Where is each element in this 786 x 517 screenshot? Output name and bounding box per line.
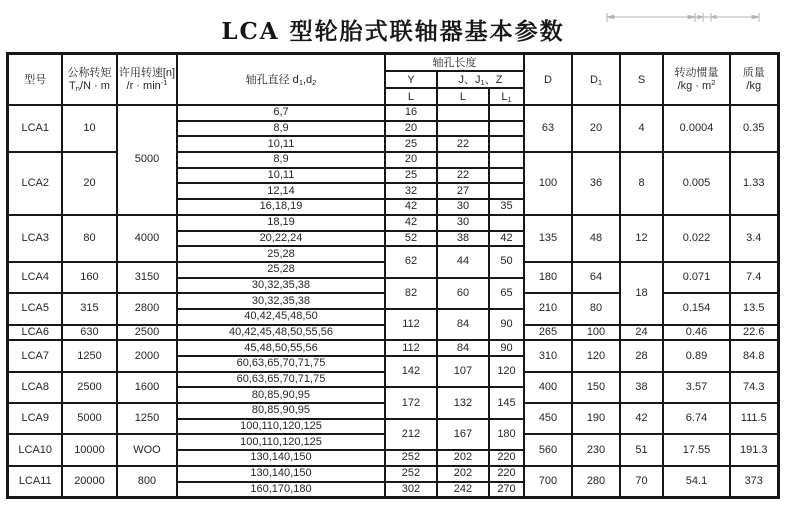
col-header-l-y: L	[385, 88, 437, 105]
table-cell: 310	[524, 340, 572, 371]
table-cell: LCA6	[8, 325, 62, 341]
table-cell: 25	[385, 168, 437, 184]
parameters-table	[6, 52, 779, 499]
table-cell: 38	[620, 372, 663, 403]
table-cell: 74.3	[730, 372, 778, 403]
table-cell: 0.0004	[663, 105, 730, 152]
table-cell: 1600	[117, 372, 177, 403]
table-cell: 40,42,45,48,50	[177, 309, 385, 325]
table-cell: 84	[437, 340, 489, 356]
table-cell: 24	[620, 325, 663, 341]
table-cell: 60,63,65,70,71,75	[177, 372, 385, 388]
table-cell: 180	[489, 419, 524, 450]
table-cell	[437, 105, 489, 121]
table-cell: 64	[572, 262, 620, 293]
inertia-label-line2: $/kg \cdot m^2$	[677, 77, 716, 92]
torque-label-line2: $T_n/N \cdot m$	[69, 79, 110, 93]
table-cell: 180	[524, 262, 572, 293]
table-cell: 20	[62, 152, 117, 215]
table-cell: 212	[385, 419, 437, 450]
table-cell: 10000	[62, 434, 117, 465]
table-cell: 18	[620, 262, 663, 325]
table-cell: 100,110,120,125	[177, 434, 385, 450]
table-cell: 190	[572, 403, 620, 434]
table-cell: 10,11	[177, 168, 385, 184]
table-cell: 70	[620, 466, 663, 498]
table-cell: 84.8	[730, 340, 778, 371]
table-cell: 48	[572, 215, 620, 262]
table-cell: 100	[524, 152, 572, 215]
table-cell: 191.3	[730, 434, 778, 465]
col-header-l1: $L_1$	[489, 88, 524, 105]
mass-label-line1: 质量	[742, 66, 765, 79]
table-cell: 0.022	[663, 215, 730, 262]
col-header-diameter: 轴孔直径 $d_1,d_2$	[177, 54, 385, 106]
table-cell: 60,63,65,70,71,75	[177, 356, 385, 372]
table-cell: 302	[385, 482, 437, 498]
col-header-s: S	[620, 54, 663, 106]
table-cell: 172	[385, 387, 437, 418]
table-cell: 36	[572, 152, 620, 215]
table-cell: 160,170,180	[177, 482, 385, 498]
table-cell: 28	[620, 340, 663, 371]
table-cell: 3150	[117, 262, 177, 293]
table-cell: 120	[572, 340, 620, 371]
table-cell: 80,85,90,95	[177, 387, 385, 403]
table-cell: 220	[489, 466, 524, 482]
col-header-d1: $D_1$	[572, 54, 620, 106]
table-cell: LCA10	[8, 434, 62, 465]
table-cell: 82	[385, 278, 437, 309]
table-cell	[489, 215, 524, 231]
table-cell: 45,48,50,55,56	[177, 340, 385, 356]
table-cell: 51	[620, 434, 663, 465]
table-cell: 1.33	[730, 152, 778, 215]
table-cell	[489, 183, 524, 199]
speed-label-line2: $/r \cdot \min^{-1}$	[126, 77, 168, 92]
table-cell	[489, 105, 524, 121]
table-cell: 6,7	[177, 105, 385, 121]
table-cell: 20,22,24	[177, 231, 385, 247]
col-header-hole-length-group: 轴孔长度	[385, 54, 524, 72]
table-cell: 450	[524, 403, 572, 434]
table-cell: 40,42,45,48,50,55,56	[177, 325, 385, 341]
col-header-mass	[730, 54, 778, 106]
table-cell	[437, 152, 489, 168]
table-body	[8, 105, 778, 498]
inertia-label-line1: 转动惯量	[674, 66, 719, 79]
table-cell: 100	[572, 325, 620, 341]
table-cell: 22	[437, 168, 489, 184]
table-cell: 32	[385, 183, 437, 199]
table-cell: 0.071	[663, 262, 730, 293]
col-header-model	[8, 54, 62, 106]
table-cell: 52	[385, 231, 437, 247]
table-cell: 8	[620, 152, 663, 215]
table-cell: 90	[489, 340, 524, 356]
table-cell: 252	[385, 466, 437, 482]
table-cell: LCA7	[8, 340, 62, 371]
table-cell: 160	[62, 262, 117, 293]
table-cell	[489, 152, 524, 168]
table-cell: 62	[385, 246, 437, 277]
col-header-speed	[117, 54, 177, 106]
table-cell: 7.4	[730, 262, 778, 293]
table-cell: 315	[62, 293, 117, 324]
table-cell: 22	[437, 136, 489, 152]
table-cell: 700	[524, 466, 572, 498]
table-cell: 27	[437, 183, 489, 199]
table-cell: 5000	[117, 105, 177, 215]
table-cell: 44	[437, 246, 489, 277]
table-cell: 112	[385, 340, 437, 356]
table-cell: 25,28	[177, 262, 385, 278]
table-cell: 42	[620, 403, 663, 434]
table-cell: 42	[489, 231, 524, 247]
table-cell: WOO	[117, 434, 177, 465]
table-cell: 107	[437, 356, 489, 387]
table-cell: 2800	[117, 293, 177, 324]
table-row	[8, 105, 778, 121]
col-header-torque	[62, 54, 117, 106]
table-cell: 38	[437, 231, 489, 247]
table-cell: 10,11	[177, 136, 385, 152]
table-cell: 167	[437, 419, 489, 450]
table-cell: 270	[489, 482, 524, 498]
table-cell: 50	[489, 246, 524, 277]
table-cell: 210	[524, 293, 572, 324]
table-cell	[489, 136, 524, 152]
table-cell: 5000	[62, 403, 117, 434]
speed-label-line1: 许用转速[n]	[118, 66, 176, 79]
header-row-1	[8, 54, 778, 72]
table-cell: 142	[385, 356, 437, 387]
table-cell: 30	[437, 215, 489, 231]
table-cell: LCA2	[8, 152, 62, 215]
table-cell: 84	[437, 309, 489, 340]
table-cell: 12,14	[177, 183, 385, 199]
table-cell: 135	[524, 215, 572, 262]
table-cell: 630	[62, 325, 117, 341]
table-row	[8, 466, 778, 482]
col-header-inertia	[663, 54, 730, 106]
table-cell: 252	[385, 450, 437, 466]
table-cell: 132	[437, 387, 489, 418]
table-cell: 8,9	[177, 152, 385, 168]
table-cell: 800	[117, 466, 177, 498]
table-cell: 22.6	[730, 325, 778, 341]
table-cell: 6.74	[663, 403, 730, 434]
table-cell: LCA11	[8, 466, 62, 498]
col-header-l-j: L	[437, 88, 489, 105]
table-cell: 111.5	[730, 403, 778, 434]
table-cell: 25,28	[177, 246, 385, 262]
table-cell: 0.154	[663, 293, 730, 324]
table-cell: 20	[572, 105, 620, 152]
table-cell: 400	[524, 372, 572, 403]
table-cell: 4	[620, 105, 663, 152]
table-cell: 2500	[117, 325, 177, 341]
table-cell: 1250	[117, 403, 177, 434]
table-cell: 30,32,35,38	[177, 278, 385, 294]
col-header-j-j1-z: J、$J_1$、Z	[437, 71, 524, 88]
table-cell: 8,9	[177, 121, 385, 137]
table-cell: 90	[489, 309, 524, 340]
table-cell: 20000	[62, 466, 117, 498]
table-cell: 0.005	[663, 152, 730, 215]
table-cell: 1250	[62, 340, 117, 371]
table-cell: 3.57	[663, 372, 730, 403]
table-cell: 4000	[117, 215, 177, 262]
table-cell: 202	[437, 466, 489, 482]
table-cell: 0.35	[730, 105, 778, 152]
table-cell: LCA3	[8, 215, 62, 262]
table-cell: 130,140,150	[177, 450, 385, 466]
table-cell: 100,110,120,125	[177, 419, 385, 435]
table-cell: 2000	[117, 340, 177, 371]
col-header-y: Y	[385, 71, 437, 88]
table-cell: LCA4	[8, 262, 62, 293]
table-cell: 17.55	[663, 434, 730, 465]
table-cell: 373	[730, 466, 778, 498]
table-cell: LCA5	[8, 293, 62, 324]
table-cell: 80,85,90,95	[177, 403, 385, 419]
table-cell: 150	[572, 372, 620, 403]
table-cell: 0.46	[663, 325, 730, 341]
table-cell: 560	[524, 434, 572, 465]
table-cell: 0.89	[663, 340, 730, 371]
table-cell: 35	[489, 199, 524, 215]
table-cell: 202	[437, 450, 489, 466]
table-cell: 18,19	[177, 215, 385, 231]
table-cell: 80	[62, 215, 117, 262]
table-cell: 80	[572, 293, 620, 324]
table-cell: 16,18,19	[177, 199, 385, 215]
col-header-model-label: 型号	[24, 73, 47, 86]
table-cell: 54.1	[663, 466, 730, 498]
table-cell: 42	[385, 215, 437, 231]
table-cell: 25	[385, 136, 437, 152]
table-cell: 230	[572, 434, 620, 465]
table-cell: 2500	[62, 372, 117, 403]
table-cell: 60	[437, 278, 489, 309]
table-cell: 20	[385, 152, 437, 168]
table-cell	[437, 121, 489, 137]
table-cell: 112	[385, 309, 437, 340]
table-cell: 63	[524, 105, 572, 152]
table-cell: 3.4	[730, 215, 778, 262]
table-cell: 12	[620, 215, 663, 262]
table-cell: 145	[489, 387, 524, 418]
table-cell: 265	[524, 325, 572, 341]
page-title: LCA 型轮胎式联轴器基本参数	[221, 18, 565, 45]
mass-label-line2: /kg	[746, 79, 762, 92]
table-cell: LCA8	[8, 372, 62, 403]
table-row	[8, 340, 778, 356]
table-cell: LCA1	[8, 105, 62, 152]
table-cell: 10	[62, 105, 117, 152]
table-row	[8, 215, 778, 231]
table-cell: 120	[489, 356, 524, 387]
torque-label-line1: 公称转矩	[67, 66, 112, 79]
table-cell	[489, 168, 524, 184]
table-cell: 30,32,35,38	[177, 293, 385, 309]
table-cell: 242	[437, 482, 489, 498]
table-cell: 20	[385, 121, 437, 137]
table-cell: LCA9	[8, 403, 62, 434]
table-cell: 16	[385, 105, 437, 121]
table-cell: 220	[489, 450, 524, 466]
table-cell: 65	[489, 278, 524, 309]
table-cell: 42	[385, 199, 437, 215]
table-cell: 130,140,150	[177, 466, 385, 482]
dimension-drawing-fragment	[606, 13, 762, 24]
table-cell: 13.5	[730, 293, 778, 324]
table-cell: 280	[572, 466, 620, 498]
col-header-d: D	[524, 54, 572, 106]
table-cell: 30	[437, 199, 489, 215]
table-cell	[489, 121, 524, 137]
